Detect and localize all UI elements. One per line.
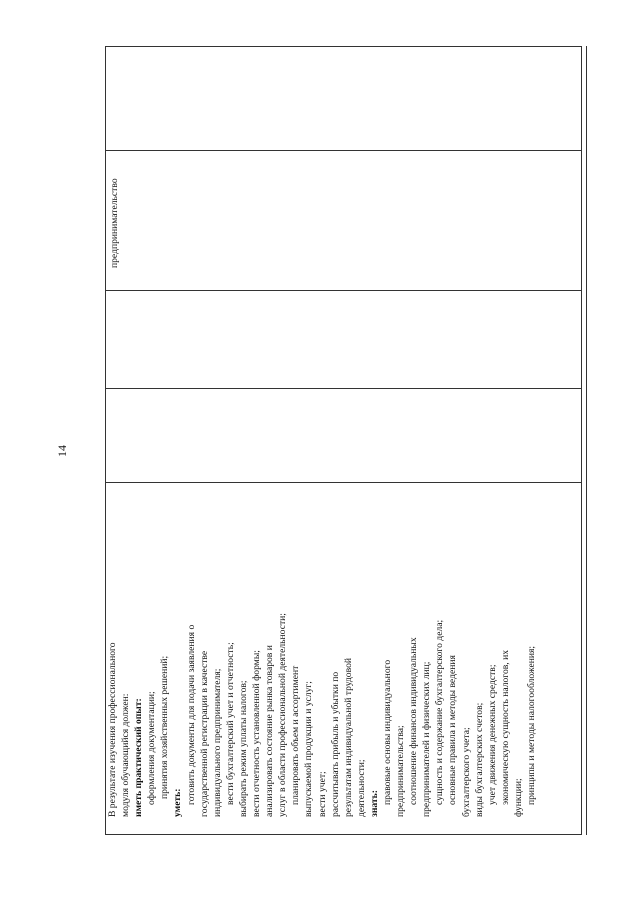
text-line: бухгалтерского учета; [460, 727, 472, 817]
text-line: готовить документы для подачи заявления о [185, 624, 197, 805]
text-line: учет движения денежных средств; [486, 664, 498, 805]
text-line: оформления документации; [146, 691, 158, 805]
text-line: сущность и содержание бухгалтерского дела; [434, 619, 446, 805]
text-line: функции; [512, 778, 524, 817]
text-line: виды бухгалтерских счетов; [473, 702, 485, 817]
text-line: государственной регистрации в качестве [198, 650, 210, 817]
text-line: принятия хозяйственных решений; [159, 655, 171, 799]
text-line: вести отчетность установленной формы; [251, 650, 263, 817]
text-line: выпускаемой продукции и услуг; [303, 681, 315, 817]
text-line: индивидуального предпринимателя; [211, 668, 223, 817]
text-line: принципы и методы налогообложения; [526, 645, 537, 805]
text-line: услуг в области профессиональной деятельности; [277, 613, 289, 817]
text-line: правовые основы индивидуального [381, 659, 393, 805]
text-line: анализировать состояние рынка товаров и [264, 645, 276, 817]
text-line: предпринимательства; [395, 725, 407, 817]
text-line: соотношение финансов индивидуальных [408, 637, 420, 805]
text-line-bold: иметь практический опыт: [133, 698, 145, 817]
page-number: 14 [55, 445, 69, 457]
text-line: основные правила и методы ведения [447, 655, 459, 805]
text-line: результатам индивидуальной трудовой [342, 657, 354, 817]
grid-line-top-left-column [105, 482, 582, 483]
text-line: предпринимателей и физических лиц; [421, 661, 433, 817]
text-line: вести бухгалтерский учет и отчетность; [224, 642, 236, 805]
text-line: рассчитывать прибыль и убытки по [329, 671, 341, 817]
text-line-bold: уметь: [172, 788, 184, 817]
competence-cell-text [106, 487, 538, 817]
text-line: В результате изучения профессионального [107, 642, 118, 817]
grid-line-column-4 [105, 150, 582, 151]
text-line: модуля обучающийся должен: [120, 693, 132, 817]
text-line: выбирать режим уплаты налогов; [237, 680, 249, 817]
text-line: деятельности; [355, 759, 367, 817]
grid-line-vertical-inner [586, 46, 587, 835]
text-line: экономическую сущность налогов, их [499, 649, 511, 805]
discipline-label: предпринимательство [109, 178, 120, 268]
grid-line-column-2 [105, 388, 582, 389]
grid-line-column-3 [105, 290, 582, 291]
text-line: вести учет; [316, 771, 328, 817]
text-line: планировать объем и ассортимент [290, 665, 302, 805]
text-line-bold: знать: [368, 790, 380, 817]
